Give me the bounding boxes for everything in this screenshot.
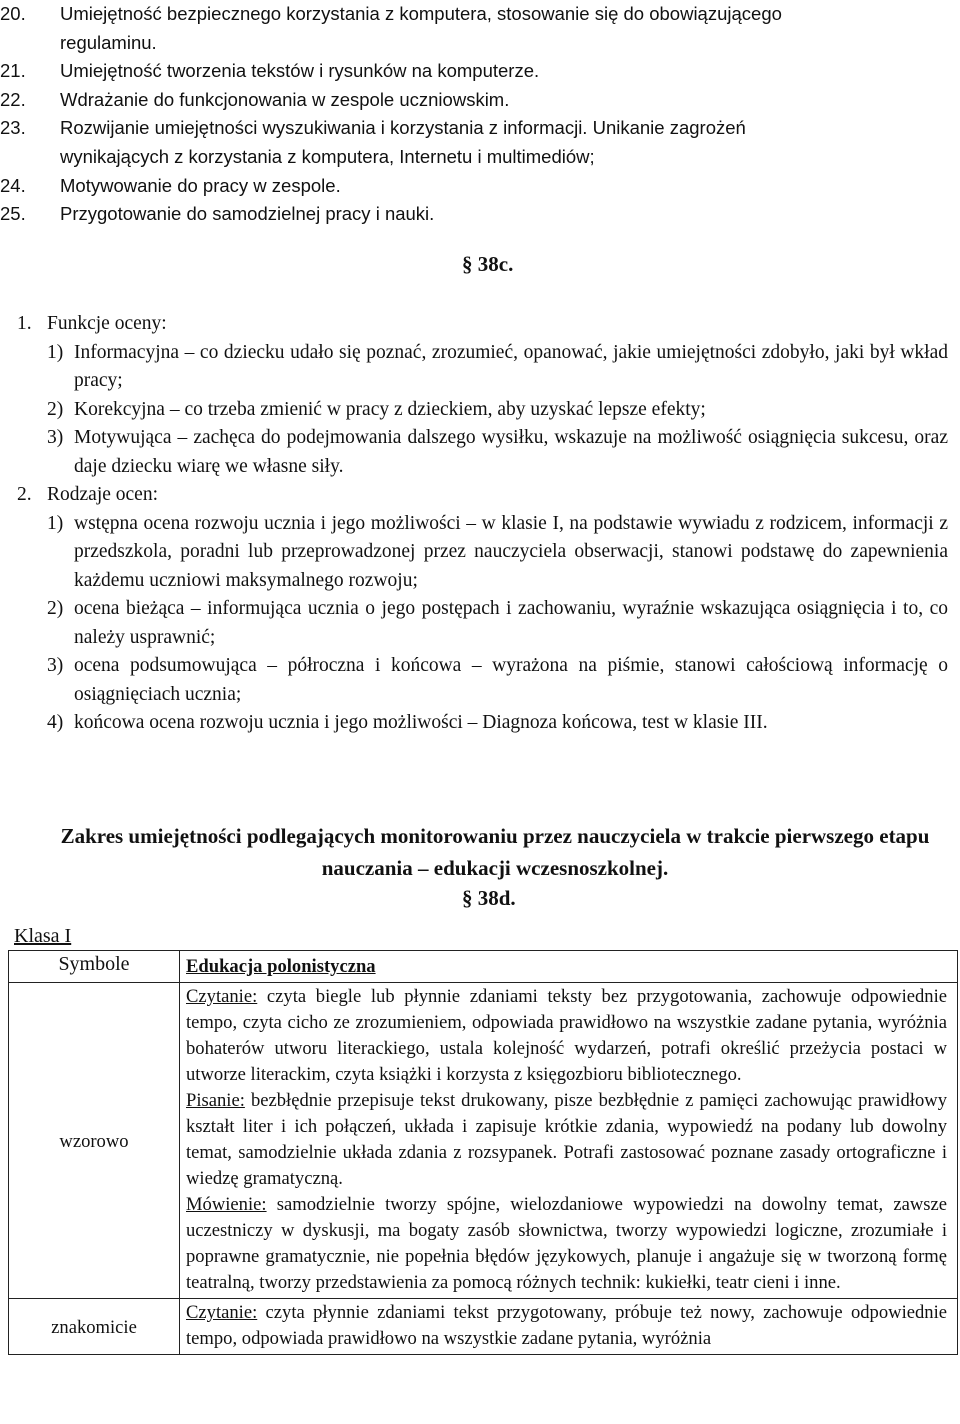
item-number: 1) — [47, 512, 64, 534]
list-text: Rozwijanie umiejętności wyszukiwania i korzystania z informacji. Unikanie zagrożeń — [60, 117, 746, 139]
row-description — [180, 983, 958, 1299]
list-item — [0, 57, 960, 86]
list-text: Wdrażanie do funkcjonowania w zespole uczniowskim. — [60, 88, 510, 110]
list-number: 25. — [0, 203, 26, 225]
table-row — [9, 1299, 958, 1355]
section-38c-heading: § 38c. — [462, 252, 514, 276]
list-number: 21. — [0, 60, 26, 82]
item-number: 2) — [47, 598, 64, 619]
klasa-label: Klasa I — [14, 925, 72, 947]
czytanie-label: Czytanie: — [186, 986, 258, 1007]
item-text: końcowa ocena rozwoju ucznia i jego możliwości – Diagnoza końcowa, test w klasie III. — [74, 712, 768, 733]
list-item — [0, 510, 948, 596]
list-continuation: regulaminu. — [60, 31, 157, 53]
table-header-row — [9, 951, 958, 983]
czytanie-text: czyta biegle lub płynnie zdaniami teksty bez przygotowania, zachowuje odpowiednie tempo, czyta cicho ze zrozumieniem, odpowiada prawidłowo na wszystkie zadane pytania, wyróżnia bohaterów utworu literackiego, ustala kolejność wydarzeń, potrafi określić przeżycia postaci w utworze literackim, czyta książki i korzysta z księgozbioru bibliotecznego. — [186, 986, 947, 1085]
mowienie-label: Mówienie: — [186, 1194, 267, 1215]
item-text: ocena bieżąca – informująca ucznia o jego postępach i zachowaniu, wyraźnie wskazująca osiągnięcia i to, co należy usprawnić; — [74, 598, 948, 648]
row-symbol: znakomicie — [9, 1299, 180, 1355]
mowienie-text: samodzielnie tworzy spójne, wielozdaniowe wypowiedzi na dowolny temat, zawsze uczestniczy w dyskusji, ma bogaty zasób słownictwa, tworzy wypowiedzi logiczne, zrozumiałe i poprawne gramatycznie, nie popełnia błędów językowych, planuje i angażuje się w tworzoną formę teatralną, tworzy przedstawienia za pomocą różnych technik: kukiełki, teatr cieni i inne. — [186, 1194, 947, 1293]
item-number: 2) — [47, 398, 64, 420]
header-subject — [180, 951, 958, 983]
list-item — [0, 709, 948, 738]
item-number: 3) — [47, 655, 64, 676]
row-symbol: wzorowo — [9, 983, 180, 1299]
funkcje-oceny-section — [0, 310, 948, 738]
list-item — [0, 0, 960, 29]
list-number: 23. — [0, 117, 26, 139]
section-title: Funkcje oceny: — [47, 313, 167, 334]
list-number: 20. — [0, 3, 26, 24]
zakres-title: Zakres umiejętności podlegających monitorowaniu przez nauczyciela w trakcie pierwszego etapu nauczania – edukacji wczesnoszkolnej. — [60, 824, 930, 880]
item-number: 3) — [47, 427, 64, 448]
grading-table — [8, 950, 958, 1355]
section-38d-heading: § 38d. — [462, 886, 516, 910]
item-number: 4) — [47, 712, 64, 733]
list-item — [0, 114, 960, 143]
list-continuation: wynikających z korzystania z komputera, Internetu i multimediów; — [60, 145, 595, 167]
list-text: Przygotowanie do samodzielnej pracy i nauki. — [60, 203, 435, 225]
item-number: 1) — [47, 341, 64, 363]
list-item — [0, 339, 948, 396]
section-header — [0, 481, 948, 510]
subject-label: Edukacja polonistyczna — [186, 956, 376, 977]
top-numbered-list — [0, 0, 960, 229]
item-text: ocena podsumowująca – półroczna i końcowa – wyrażona na piśmie, stanowi całościową informację o osiągnięciach ucznia; — [74, 655, 948, 705]
list-item — [0, 200, 960, 229]
item-text: wstępna ocena rozwoju ucznia i jego możliwości – w klasie I, na podstawie wywiadu z rodzicem, informacji z przedszkola, poradni lub przeprowadzonej przez nauczyciela obserwacji, stanowi podstawę do zapewnienia każdemu uczniowi maksymalnego rozwoju; — [74, 512, 948, 591]
list-item — [0, 424, 948, 481]
pisanie-label: Pisanie: — [186, 1090, 245, 1111]
section-number: 2. — [17, 484, 32, 505]
list-item — [0, 595, 948, 652]
czytanie-text: czyta płynnie zdaniami tekst przygotowany, próbuje też nowy, zachowuje odpowiednie tempo, odpowiada prawidłowo na wszystkie zadane pytania, wyróżnia — [186, 1302, 947, 1349]
czytanie-label: Czytanie: — [186, 1302, 258, 1323]
list-text: Umiejętność tworzenia tekstów i rysunków na komputerze. — [60, 60, 540, 82]
section-header — [0, 310, 948, 339]
pisanie-text: bezbłędnie przepisuje tekst drukowany, pisze bezbłędnie z pamięci zachowując prawidłowy kształt liter i ich połączeń, układa i zapisuje krótkie zdania, wypowiedź na podany lub dowolny temat, samodzielnie układa zdania z rozsypanek. Potrafi zastosować poznane zasady ortograficzne i wiedzę gramatyczną. — [186, 1090, 947, 1189]
list-item — [0, 652, 948, 709]
row-description — [180, 1299, 958, 1355]
list-number: 22. — [0, 88, 26, 110]
table-row — [9, 983, 958, 1299]
item-text: Motywująca – zachęca do podejmowania dalszego wysiłku, wskazuje na możliwość osiągnięcia sukcesu, oraz daje dziecku wiarę we własne siły. — [74, 427, 948, 477]
item-text: Korekcyjna – co trzeba zmienić w pracy z dzieckiem, aby uzyskać lepsze efekty; — [74, 398, 706, 420]
list-item — [0, 172, 960, 201]
list-number: 24. — [0, 174, 26, 196]
list-text: Motywowanie do pracy w zespole. — [60, 174, 341, 196]
header-symbol: Symbole — [9, 951, 180, 983]
list-text: Umiejętność bezpiecznego korzystania z komputera, stosowanie się do obowiązującego — [60, 3, 782, 24]
item-text: Informacyjna – co dziecku udało się poznać, zrozumieć, opanować, jakie umiejętności zdobyło, jaki był wkład pracy; — [74, 341, 948, 391]
section-title: Rodzaje ocen: — [47, 484, 158, 505]
list-item — [0, 396, 948, 425]
list-item — [0, 86, 960, 115]
section-number: 1. — [17, 313, 32, 334]
